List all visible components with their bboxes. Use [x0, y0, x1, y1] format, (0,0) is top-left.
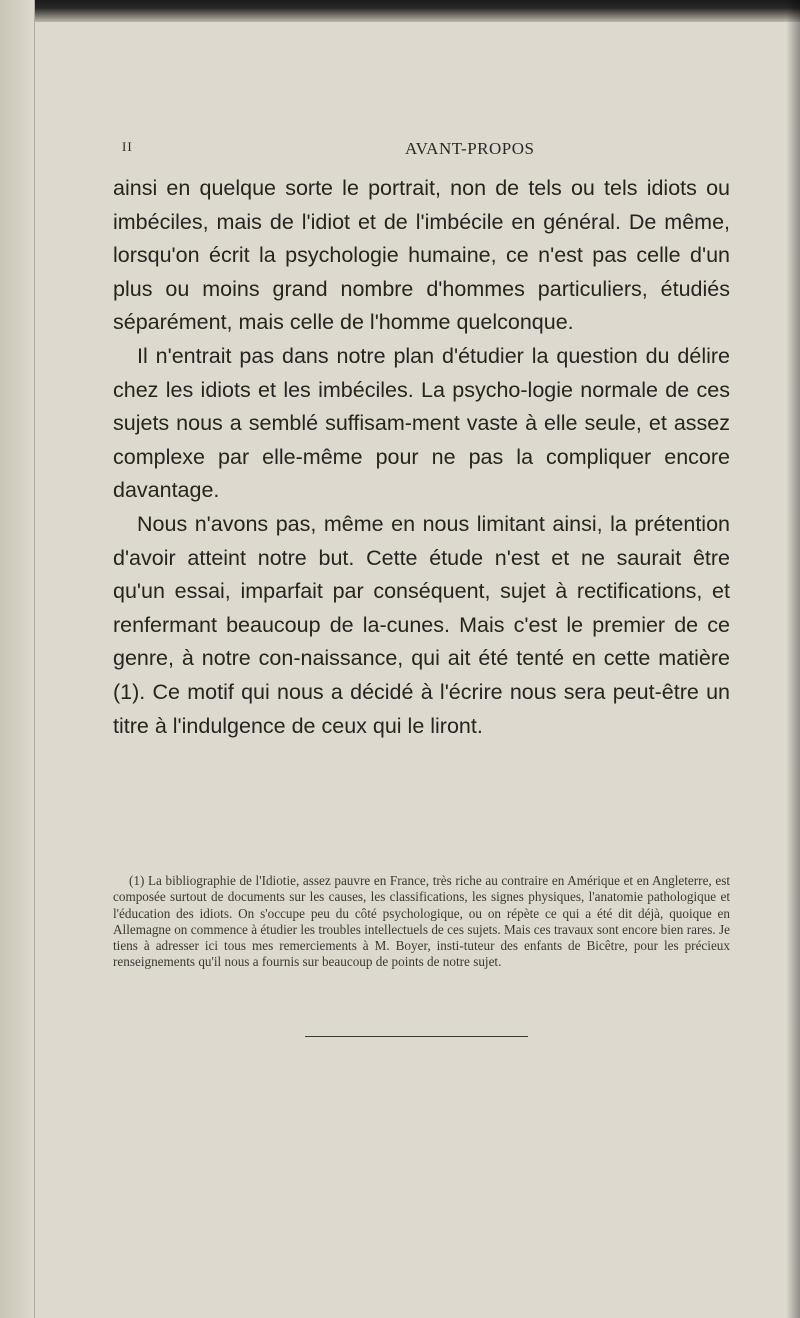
footnote: (1) La bibliographie de l'Idiotie, assez pauvre en France, très riche au contraire en Amérique et en Angleterre, est composée surtout de documents sur les causes, les classifications, les signes physiques, l'anatomie pathologique et l'éducation des idiots. On s'occupe peu du côté psychologique, ou on répète ce qui a été dit déjà, quoique en Allemagne on commence à étudier les troubles intellectuels de ces sujets. Mais ces travaux sont encore bien rares. Je tiens à adresser ici tous mes remerciements à M. Boyer, insti-tuteur des enfants de Bicêtre, pour les précieux renseignements qu'il nous a fournis sur beaucoup de points de notre sujet. — [113, 873, 730, 970]
paragraph-3: Nous n'avons pas, même en nous limitant ainsi, la prétention d'avoir atteint notre but. Cette étude n'est et ne saurait être qu'un essai, imparfait par conséquent, sujet à rectifications, et renfermant beaucoup de la-cunes. Mais c'est le premier de ce genre, à notre con-naissance, qui ait été tenté en cette matière (1). Ce motif qui nous a décidé à l'écrire nous sera peut-être un titre à l'indulgence de ceux qui le liront. — [113, 511, 730, 738]
bottom-rule — [305, 1036, 528, 1037]
main-text — [113, 172, 730, 743]
running-header — [122, 139, 722, 161]
paragraph-1: ainsi en quelque sorte le portrait, non de tels ou tels idiots ou imbéciles, mais de l'idiot et de l'imbécile en général. De même, lorsqu'on écrit la psychologie humaine, ce n'est pas celle d'un plus ou moins grand nombre d'hommes particuliers, étudiés séparément, mais celle de l'homme quelconque. — [113, 176, 730, 335]
paragraph-2: Il n'entrait pas dans notre plan d'étudier la question du délire chez les idiots et les imbéciles. La psycho-logie normale de ces sujets nous a semblé suffisam-ment vaste à elle seule, et assez complexe par elle-même pour ne pas la compliquer encore davantage. — [113, 343, 730, 503]
page-gutter-shadow — [0, 0, 35, 1318]
page-number: II — [122, 139, 133, 154]
running-title: AVANT-PROPOS — [405, 139, 535, 158]
